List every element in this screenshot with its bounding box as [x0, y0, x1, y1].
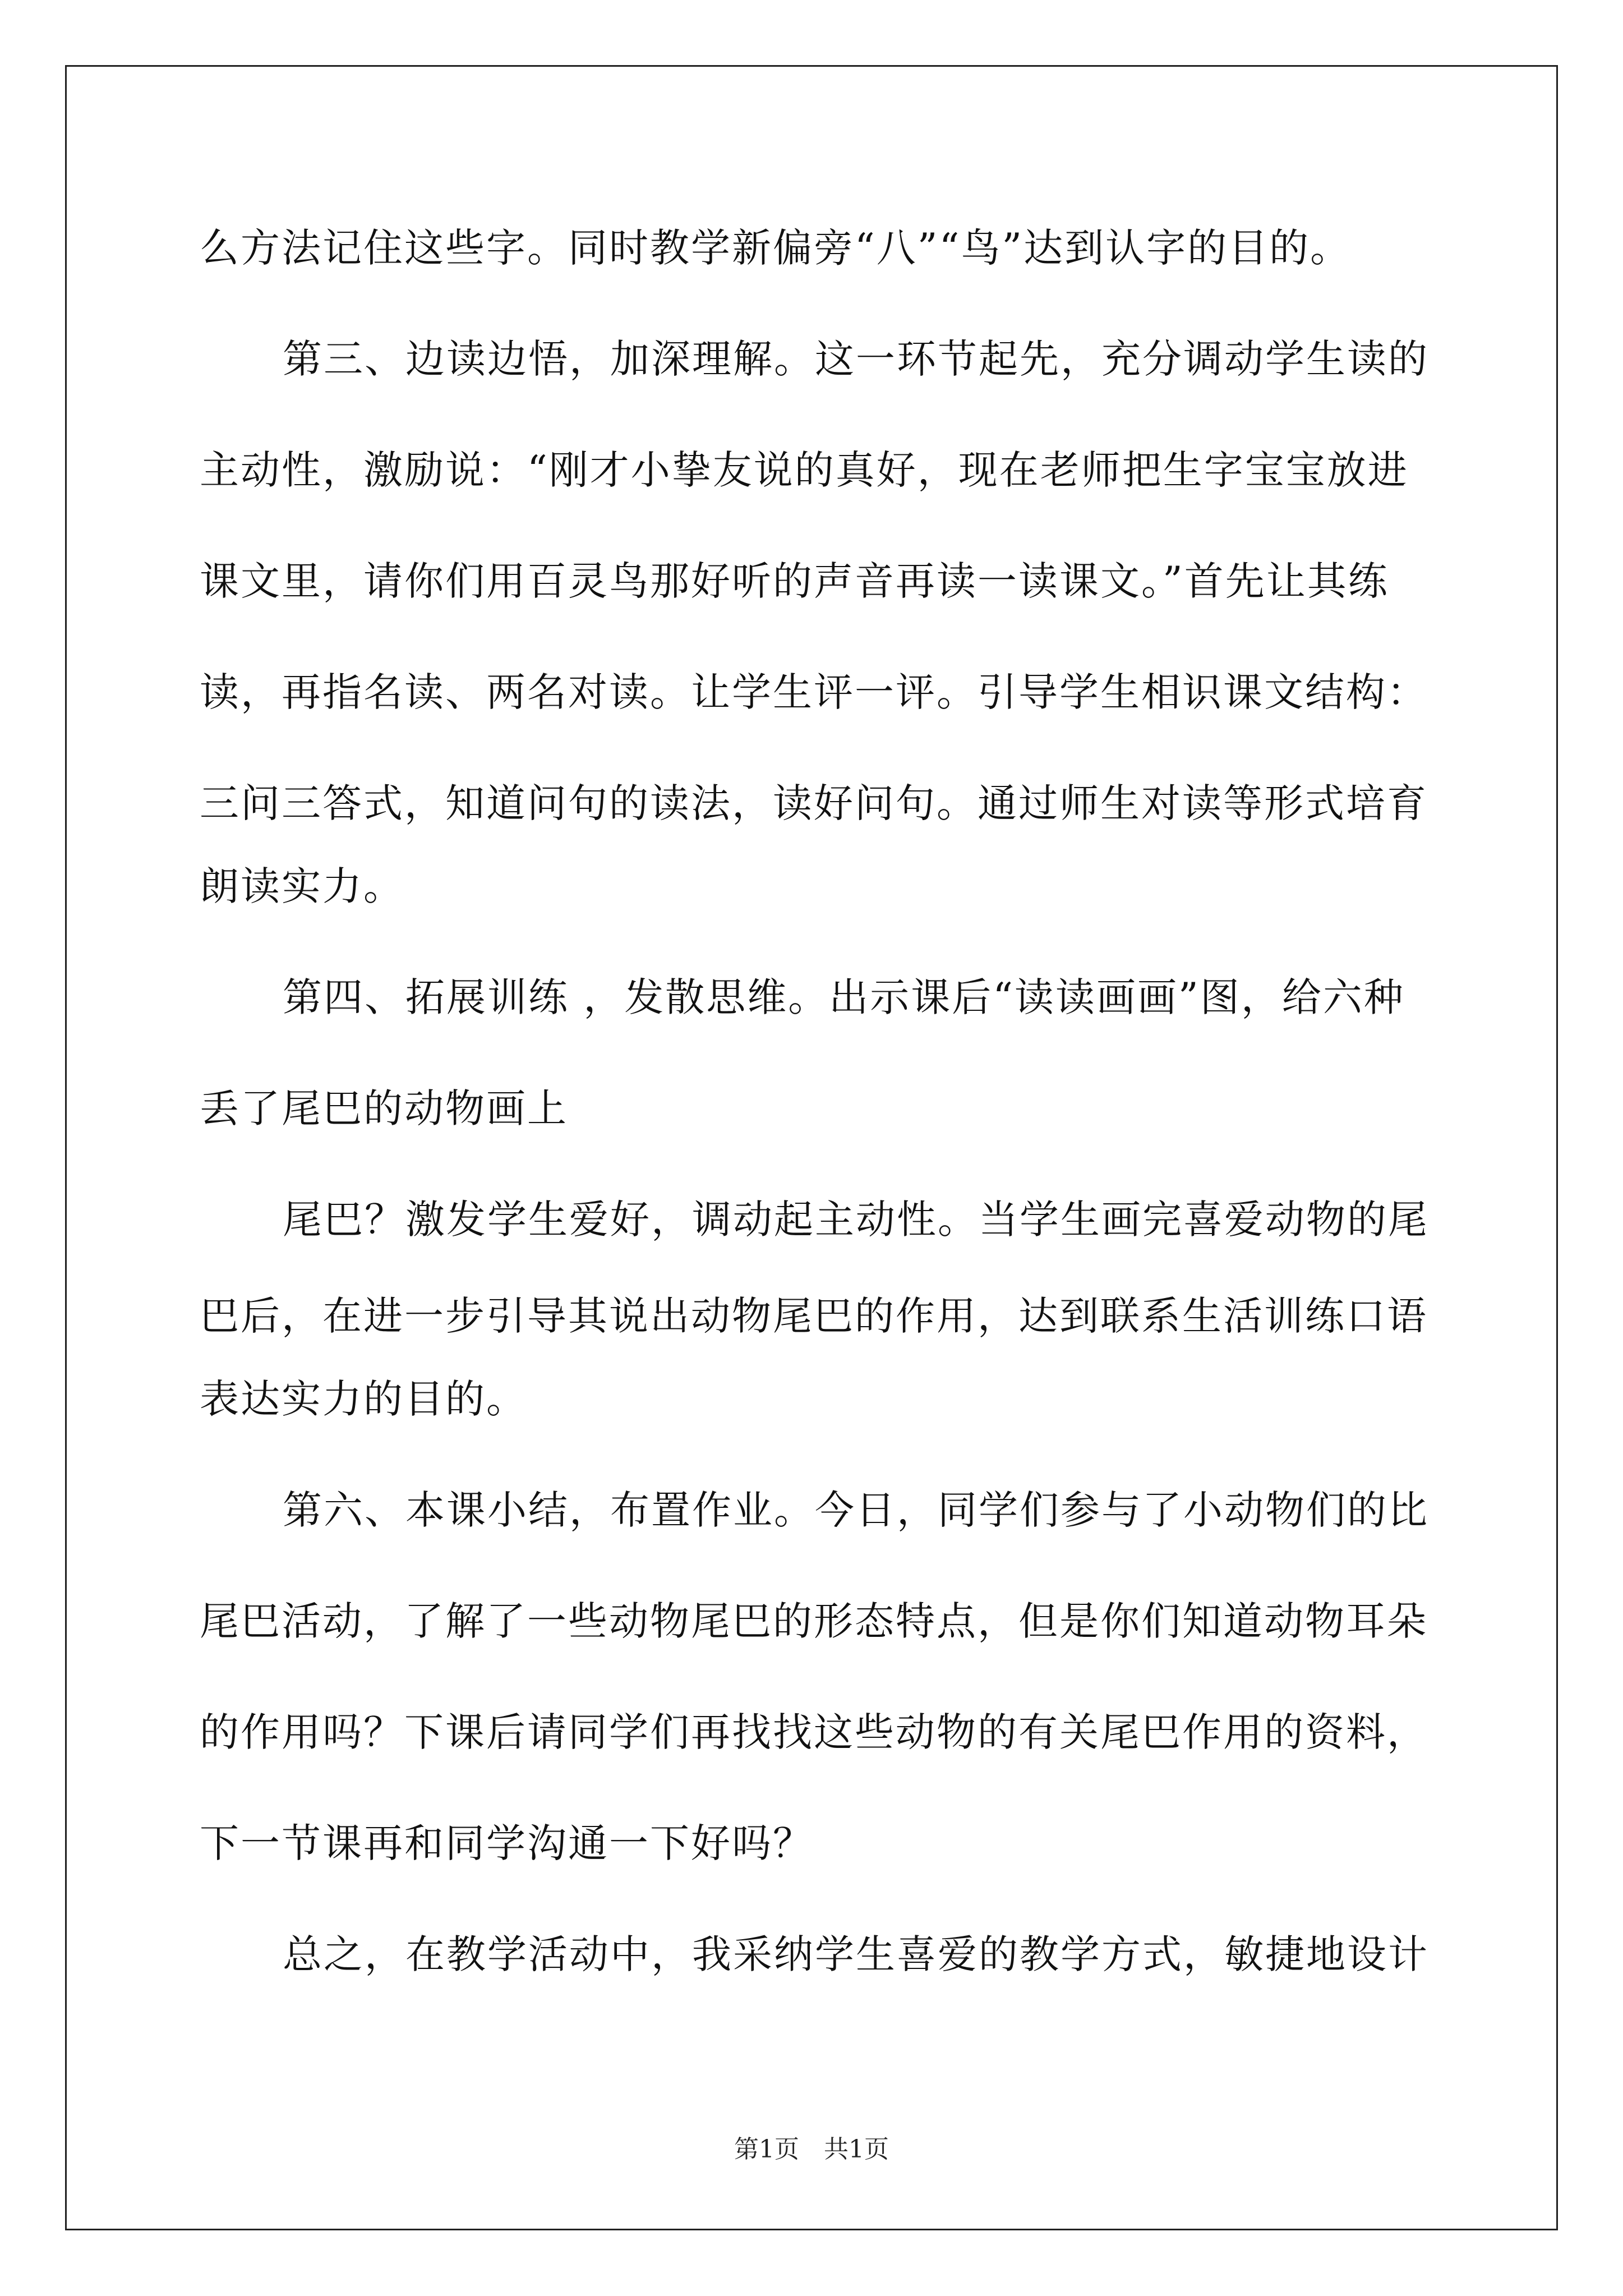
- body-line-13: 第六、本课小结，布置作业。今日，同学们参与了小动物们的比: [283, 1487, 1429, 1533]
- body-line-12: 表达实力的目的。: [200, 1376, 527, 1422]
- body-line-17: 总之，在教学活动中，我采纳学生喜爱的教学方式，敏捷地设计: [283, 1931, 1429, 1977]
- body-line-15: 的作用吗？下课后请同学们再找找这些动物的有关尾巴作用的资料，: [200, 1709, 1428, 1755]
- body-line-7: 朗读实力。: [200, 863, 404, 909]
- body-line-1: 么方法记住这些字。同时教学新偏旁“八”“鸟”达到认字的目的。: [200, 225, 1352, 271]
- body-line-10: 尾巴？激发学生爱好，调动起主动性。当学生画完喜爱动物的尾: [283, 1197, 1429, 1243]
- body-line-16: 下一节课再和同学沟通一下好吗？: [200, 1820, 814, 1866]
- body-line-11: 巴后，在进一步引导其说出动物尾巴的作用，达到联系生活训练口语: [200, 1293, 1428, 1339]
- body-line-6: 三问三答式，知道问句的读法，读好问句。通过师生对读等形式培育: [200, 780, 1428, 826]
- body-line-2: 第三、边读边悟，加深理解。这一环节起先，充分调动学生读的: [283, 336, 1429, 382]
- body-line-5: 读，再指名读、两名对读。让学生评一评。引导学生相识课文结构：: [200, 669, 1428, 715]
- page-border: [65, 65, 1558, 2230]
- body-line-9: 丢了尾巴的动物画上: [200, 1085, 568, 1131]
- body-line-14: 尾巴活动，了解了一些动物尾巴的形态特点，但是你们知道动物耳朵: [200, 1598, 1428, 1644]
- body-line-8: 第四、拓展训练 ，发散思维。出示课后“读读画画”图，给六种: [283, 974, 1405, 1020]
- page-number-footer: 第1页 共1页: [734, 2135, 889, 2164]
- body-line-3: 主动性，激励说：“刚才小挚友说的真好，现在老师把生字宝宝放进: [200, 447, 1409, 493]
- body-line-4: 课文里，请你们用百灵鸟那好听的声音再读一读课文。”首先让其练: [200, 558, 1389, 604]
